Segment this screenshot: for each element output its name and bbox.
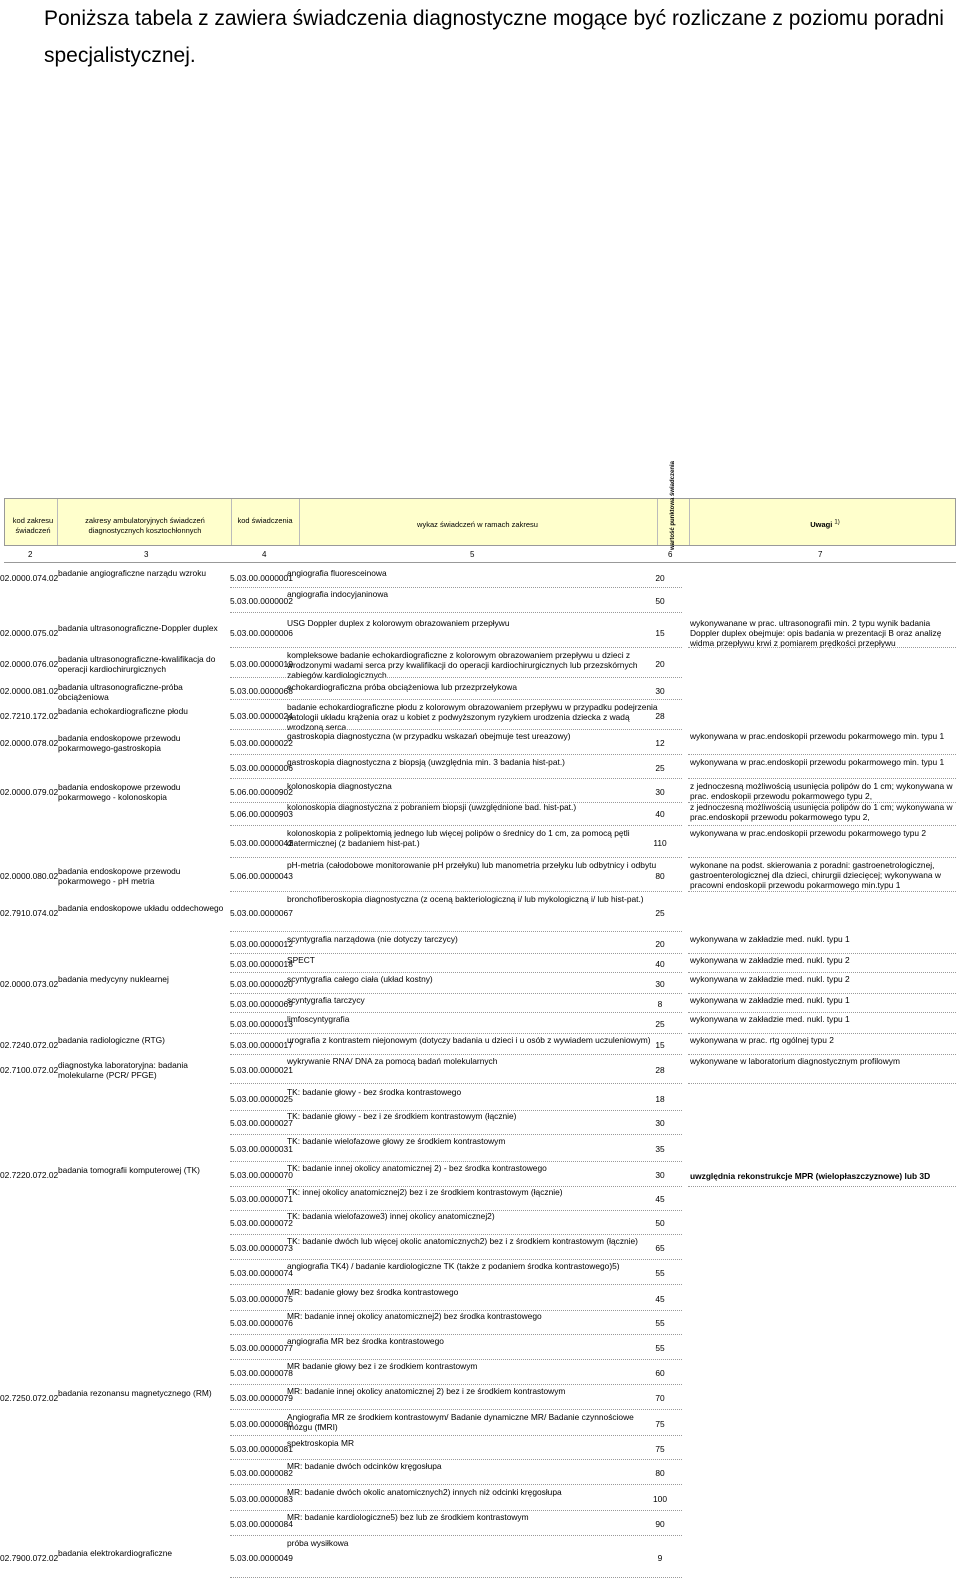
cell-u: wykonywanane w prac. ultrasonografii min. 2 typu wynik badania Doppler duplex obejmuje: opis badania w prezentacji B oraz analizę widma przepływu krwi z pomiarem prędkości przepływu [690, 618, 942, 648]
row-divider [230, 729, 682, 730]
cell-a: 02.0000.080.02 [0, 871, 59, 881]
cell-k: 5.03.00.0000079 [230, 1393, 293, 1403]
cell-k: 5.03.00.0000077 [230, 1343, 293, 1353]
table-row [0, 1461, 960, 1485]
cell-d: MR: badanie kardiologiczne5) bez lub ze środkiem kontrastowym [287, 1512, 529, 1522]
cell-p: 30 [655, 1118, 665, 1128]
table-row [0, 974, 960, 994]
remark-divider [688, 647, 956, 648]
cell-b: badania endoskopowe przewodu pokarmowego - kolonoskopia [58, 782, 181, 802]
cell-k: 5.03.00.0000074 [230, 1268, 293, 1278]
cell-d: scyntygrafia całego ciała (układ kostny) [287, 974, 433, 984]
cell-d: TK: badania wielofazowe3) innej okolicy anatomicznej2) [287, 1211, 495, 1221]
row-divider [230, 612, 682, 613]
cell-p: 20 [655, 659, 665, 669]
table-header [4, 460, 956, 550]
cell-p: 20 [655, 939, 665, 949]
cell-p: 50 [655, 596, 665, 606]
row-divider [230, 754, 682, 755]
cell-p: 30 [655, 979, 665, 989]
row-divider [230, 972, 682, 973]
cell-a: 02.7210.172.02 [0, 711, 59, 721]
table-row [0, 1438, 960, 1460]
cell-b: badania ultrasonograficzne-kwalifikacja do operacji kardiochirurgicznych [58, 654, 216, 674]
cell-d: wykrywanie RNA/ DNA za pomocą badań molekularnych [287, 1056, 498, 1066]
cell-p: 45 [655, 1194, 665, 1204]
table-row [0, 828, 960, 858]
table-row [0, 1412, 960, 1436]
cell-d: kompleksowe badanie echokardiograficzne z kolorowym obrazowaniem przepływu u dzieci z wrodzonymi wadami serca przy kwalifikacji do operacji kardiochirurgicznych lub przezskórnych zabiegów kardiologicznych [287, 650, 638, 680]
cell-d: angiografia indocyjaninowa [287, 589, 389, 599]
cell-d: kolonoskopia z polipektomią jednego lub więcej polipów o średnicy do 1 cm, za pomocą pętli diatermicznej (z badaniem hist-pat.) [287, 828, 630, 848]
cell-p: 75 [655, 1444, 665, 1454]
cell-d: angiografia TK4) / badanie kardiologiczne TK (także z podaniem środka kontrastowego)5) [287, 1261, 620, 1271]
cell-d: pH-metria (całodobowe monitorowanie pH przełyku) lub manometria przełyku lub odbytnicy i odbytu [287, 860, 657, 870]
cell-p: 60 [655, 1368, 665, 1378]
table-row [0, 757, 960, 779]
cell-a: 02.7100.072.02 [0, 1065, 59, 1075]
cell-a: 02.7250.072.02 [0, 1393, 59, 1403]
cell-a: 02.7900.072.02 [0, 1553, 59, 1563]
cell-d: scyntygrafia narządowa (nie dotyczy tarczycy) [287, 934, 458, 944]
colnum: 2 [28, 550, 33, 559]
table-row [0, 682, 960, 700]
cell-p: 75 [655, 1419, 665, 1429]
cell-u: wykonywana w prac.endoskopii przewodu pokarmowego typu 2 [690, 828, 927, 838]
table-row [0, 1311, 960, 1335]
cell-p: 25 [655, 763, 665, 773]
cell-a: 02.0000.074.02 [0, 573, 59, 583]
cell-p: 35 [655, 1144, 665, 1154]
table-row [0, 781, 960, 803]
cell-d: TK: badanie głowy - bez i ze środkiem kontrastowym (łącznie) [287, 1111, 517, 1121]
cell-u: wykonywana w zakładzie med. nukl. typu 2 [690, 955, 850, 965]
cell-p: 28 [655, 1065, 665, 1075]
cell-p: 28 [655, 711, 665, 721]
row-divider [230, 1284, 682, 1285]
table-row [0, 1136, 960, 1162]
row-divider [230, 587, 682, 588]
header-kod-swiadczenia: kod świadczenia [237, 516, 293, 525]
cell-p: 55 [655, 1343, 665, 1353]
cell-k: 5.03.00.0000081 [230, 1444, 293, 1454]
row-divider [230, 1259, 682, 1260]
cell-d: TK: innej okolicy anatomicznej2) bez i ze środkiem kontrastowym (łącznie) [287, 1187, 563, 1197]
cell-d: MR: badanie dwóch odcinków kręgosłupa [287, 1461, 442, 1471]
cell-p: 90 [655, 1519, 665, 1529]
row-divider [230, 677, 682, 678]
table-row [0, 1163, 960, 1187]
row-divider [230, 953, 682, 954]
cell-u: wykonywana w zakładzie med. nukl. typu 1 [690, 995, 850, 1005]
cell-k: 5.03.00.0000075 [230, 1294, 293, 1304]
cell-b: badania elektrokardiograficzne [58, 1548, 173, 1558]
cell-p: 12 [655, 738, 665, 748]
cell-p: 100 [653, 1494, 667, 1504]
header-wartosc: wartość punktowa świadczenia [670, 460, 676, 550]
cell-k: 5.06.00.0000903 [230, 809, 293, 819]
remark-divider [688, 825, 956, 826]
cell-k: 5.03.00.0000049 [230, 1553, 293, 1563]
cell-p: 30 [655, 787, 665, 797]
cell-u: wykonywana w zakładzie med. nukl. typu 2 [690, 974, 850, 984]
cell-b: badania radiologiczne (RTG) [58, 1035, 165, 1045]
cell-p: 25 [655, 908, 665, 918]
cell-k: 5.03.00.0000069 [230, 999, 293, 1009]
row-divider [230, 1384, 682, 1385]
cell-u: z jednoczesną możliwością usunięcia polipów do 1 cm; wykonywana w prac.endoskopii przewodu pokarmowego typu 2, [690, 802, 953, 822]
cell-u: wykonywana w prac. rtg ogólnej typu 2 [690, 1035, 834, 1045]
colnum: 4 [262, 550, 267, 559]
table-row [0, 1512, 960, 1536]
cell-d: MR badanie głowy bez i ze środkiem kontrastowym [287, 1361, 478, 1371]
cell-k: 5.03.00.0000027 [230, 1118, 293, 1128]
remark-divider [688, 891, 956, 892]
cell-p: 40 [655, 809, 665, 819]
cell-k: 5.03.00.0000018 [230, 959, 293, 969]
table-row [0, 1087, 960, 1111]
cell-a: 02.7220.072.02 [0, 1170, 59, 1180]
row-divider [230, 1161, 682, 1162]
cell-p: 40 [655, 959, 665, 969]
row-divider [230, 647, 682, 648]
cell-b: diagnostyka laboratoryjna: badania molekularne (PCR/ PFGE) [58, 1060, 188, 1080]
cell-d: echokardiograficzna próba obciążeniowa lub przezprzełykowa [287, 682, 517, 692]
cell-u: wykonywane w laboratorium diagnostycznym profilowym [690, 1056, 900, 1066]
colnum: 7 [818, 550, 823, 559]
cell-d: MR: badanie innej okolicy anatomicznej2) bez środka kontrastowego [287, 1311, 542, 1321]
cell-p: 65 [655, 1243, 665, 1253]
cell-d: scyntygrafia tarczycy [287, 995, 365, 1005]
cell-a: 02.7240.072.02 [0, 1040, 59, 1050]
table-row [0, 1261, 960, 1285]
cell-a: 02.0000.081.02 [0, 686, 59, 696]
remark-divider [688, 1083, 956, 1084]
cell-p: 15 [655, 628, 665, 638]
remark-divider [688, 754, 956, 755]
cell-b: badania ultrasonograficzne-Doppler duplex [58, 623, 218, 633]
cell-u: wykonywana w zakładzie med. nukl. typu 1 [690, 934, 850, 944]
cell-b: badania endoskopowe przewodu pokarmowego-gastroskopia [58, 733, 181, 753]
cell-d: Angiografia MR ze środkiem kontrastowym/ Badanie dynamiczne MR/ Badanie czynnościowe mózgu (fMRI) [287, 1412, 634, 1432]
cell-k: 5.03.00.0000013 [230, 1019, 293, 1029]
cell-b: badania endoskopowe przewodu pokarmowego - pH metria [58, 866, 181, 886]
cell-b: badania endoskopowe układu oddechowego [58, 903, 224, 913]
cell-u: wykonywana w prac.endoskopii przewodu pokarmowego min. typu 1 [690, 731, 945, 741]
cell-k: 5.03.00.0000083 [230, 1494, 293, 1504]
row-divider [230, 857, 682, 858]
cell-d: MR: badanie innej okolicy anatomicznej 2) bez i ze środkiem kontrastowym [287, 1386, 566, 1396]
cell-d: TK: badanie głowy - bez środka kontrastowego [287, 1087, 462, 1097]
cell-p: 55 [655, 1318, 665, 1328]
cell-k: 5.03.00.0000017 [230, 1040, 293, 1050]
row-divider [230, 1334, 682, 1335]
cell-p: 20 [655, 573, 665, 583]
cell-k: 5.03.00.0000067 [230, 908, 293, 918]
cell-d: kolonoskopia diagnostyczna z pobraniem biopsji (uwzględnione bad. hist-pat.) [287, 802, 577, 812]
cell-p: 9 [657, 1553, 663, 1563]
cell-p: 80 [655, 871, 665, 881]
table-row [0, 1014, 960, 1034]
row-divider [230, 1484, 682, 1485]
cell-a: 02.0000.076.02 [0, 659, 59, 669]
cell-p: 30 [655, 686, 665, 696]
row-divider [230, 1012, 682, 1013]
cell-p: 45 [655, 1294, 665, 1304]
row-divider [230, 699, 682, 700]
row-divider [230, 1054, 682, 1055]
table-row [0, 934, 960, 954]
remark-divider [688, 953, 956, 954]
remark-divider [688, 972, 956, 973]
cell-p: 55 [655, 1268, 665, 1278]
row-divider [230, 1459, 682, 1460]
cell-a: 02.7910.074.02 [0, 908, 59, 918]
row-divider [230, 1510, 682, 1511]
row-divider [230, 825, 682, 826]
table-row [0, 860, 960, 892]
cell-d: USG Doppler duplex z kolorowym obrazowaniem przepływu [287, 618, 510, 628]
row-divider [230, 1577, 682, 1578]
cell-u: z jednoczesną możliwością usunięcia polipów do 1 cm; wykonywana w prac. endoskopii przewodu pokarmowego typu 2, [690, 781, 953, 801]
cell-a: 02.0000.075.02 [0, 628, 59, 638]
colnum: 6 [668, 550, 673, 559]
cell-b: badania echokardiograficzne płodu [58, 706, 188, 716]
cell-d: angiografia MR bez środka kontrastowego [287, 1336, 444, 1346]
row-divider [230, 1535, 682, 1536]
cell-d: angiografia fluoresceinowa [287, 568, 387, 578]
table-row [0, 1336, 960, 1360]
cell-k: 5.03.00.0000073 [230, 1243, 293, 1253]
table-row [0, 1035, 960, 1055]
cell-k: 5.06.00.0000043 [230, 871, 293, 881]
table-row [0, 1487, 960, 1511]
cell-b: badania rezonansu magnetycznego (RM) [58, 1388, 212, 1398]
colnum: 3 [144, 550, 149, 559]
cell-p: 70 [655, 1393, 665, 1403]
table-row [0, 995, 960, 1013]
table-row [0, 702, 960, 730]
table-row [0, 589, 960, 613]
cell-d: TK: badanie dwóch lub więcej okolic anatomicznych2) bez i z środkiem kontrastowym (łącznie) [287, 1236, 638, 1246]
cell-k: 5.03.00.0000080 [230, 1419, 293, 1429]
cell-u: uwzględnia rekonstrukcje MPR (wielopłaszczyznowe) lub 3D [690, 1171, 931, 1181]
cell-k: 5.03.00.0000021 [230, 1065, 293, 1075]
cell-k: 5.03.00.0000070 [230, 1170, 293, 1180]
cell-b: badanie angiograficzne narządu wzroku [58, 568, 207, 578]
cell-p: 80 [655, 1468, 665, 1478]
cell-k: 5.03.00.0000001 [230, 573, 293, 583]
table-row [0, 955, 960, 973]
cell-k: 5.03.00.0000020 [230, 979, 293, 989]
remark-divider [688, 1033, 956, 1034]
table-row [0, 1211, 960, 1235]
cell-d: gastroskopia diagnostyczna z biopsją (uwzględnia min. 3 badania hist-pat.) [287, 757, 565, 767]
header-kod-zakresu: kod zakresu świadczeń [12, 516, 54, 535]
cell-k: 5.03.00.0000042 [230, 838, 293, 848]
cell-d: spektroskopia MR [287, 1438, 355, 1448]
cell-k: 5.03.00.0000082 [230, 1468, 293, 1478]
cell-k: 5.03.00.0000002 [230, 596, 293, 606]
cell-k: 5.03.00.0000078 [230, 1368, 293, 1378]
cell-k: 5.03.00.0000022 [230, 738, 293, 748]
row-divider [230, 891, 682, 892]
row-divider [230, 1409, 682, 1410]
cell-p: 30 [655, 1170, 665, 1180]
cell-p: 18 [655, 1094, 665, 1104]
cell-u: wykonane na podst. skierowania z poradni: gastroenetrologicznej, gastroenterologicznej dla dzieci, chirurgii dziecięcej; wykonywana w pracowni endoskopii przewodu pokarmowego min.typu 1 [690, 860, 941, 890]
cell-d: gastroskopia diagnostyczna (w przypadku wskazań obejmuje test ureazowy) [287, 731, 571, 741]
cell-k: 5.03.00.0000006 [230, 763, 293, 773]
cell-k: 5.06.00.0000902 [230, 787, 293, 797]
cell-k: 5.03.00.0000084 [230, 1519, 293, 1529]
cell-k: 5.03.00.0000024 [230, 711, 293, 721]
cell-d: SPECT [287, 955, 315, 965]
cell-k: 5.03.00.0000076 [230, 1318, 293, 1328]
cell-d: MR: badanie głowy bez środka kontrastowego [287, 1287, 459, 1297]
row-divider [230, 1083, 682, 1084]
cell-k: 5.03.00.0000071 [230, 1194, 293, 1204]
row-divider [230, 1134, 682, 1135]
cell-d: kolonoskopia diagnostyczna [287, 781, 392, 791]
header-zakresy: zakresy ambulatoryjnych świadczeń diagnostycznych kosztochłonnych [85, 516, 205, 535]
remark-divider [688, 857, 956, 858]
cell-p: 15 [655, 1040, 665, 1050]
cell-p: 50 [655, 1218, 665, 1228]
cell-k: 5.03.00.0000072 [230, 1218, 293, 1228]
cell-a: 02.0000.078.02 [0, 738, 59, 748]
table-row [0, 1236, 960, 1260]
table-row [0, 1538, 960, 1578]
row-divider [230, 778, 682, 779]
table-row [0, 1287, 960, 1311]
table-row [0, 650, 960, 678]
column-numbers [4, 548, 956, 563]
remark-divider [688, 993, 956, 994]
cell-p: 110 [653, 838, 667, 848]
table-row [0, 1386, 960, 1410]
row-divider [230, 1435, 682, 1436]
row-divider [230, 1234, 682, 1235]
table-row [0, 1111, 960, 1135]
cell-d: TK: badanie wielofazowe głowy ze środkiem kontrastowym [287, 1136, 506, 1146]
cell-d: bronchofiberoskopia diagnostyczna (z oceną bakteriologiczną i/ lub mykologiczną i/ lub hist-pat.) [287, 894, 644, 904]
cell-k: 5.03.00.0000012 [230, 939, 293, 949]
table-row [0, 1361, 960, 1385]
cell-k: 5.03.00.0000025 [230, 1094, 293, 1104]
cell-d: TK: badanie innej okolicy anatomicznej 2) - bez środka kontrastowego [287, 1163, 547, 1173]
cell-k: 5.03.00.0000068 [230, 686, 293, 696]
cell-a: 02.0000.079.02 [0, 787, 59, 797]
table-row [0, 1056, 960, 1084]
row-divider [230, 931, 682, 932]
remark-divider [688, 778, 956, 779]
cell-u: wykonywana w prac.endoskopii przewodu pokarmowego min. typu 1 [690, 757, 945, 767]
cell-a: 02.0000.073.02 [0, 979, 59, 989]
cell-p: 8 [657, 999, 663, 1009]
colnum: 5 [470, 550, 475, 559]
intro-paragraph: Poniższa tabela z zawiera świadczenia diagnostyczne mogące być rozliczane z poziomu poradni specjalistycznej. [44, 7, 944, 67]
table-row [0, 568, 960, 588]
row-divider [230, 1359, 682, 1360]
remark-divider [688, 1012, 956, 1013]
cell-k: 5.03.00.0000006 [230, 628, 293, 638]
cell-d: urografia z kontrastem niejonowym (dotyczy badania u dzieci i u osób z wywiadem uczuleniowym) [287, 1035, 651, 1045]
table-row [0, 731, 960, 755]
cell-d: badanie echokardiograficzne płodu z kolorowym obrazowaniem przepływu w przypadku podejrzenia patologii układu krążenia oraz u kobiet z podwyższonym ryzykiem urodzenia dziecka z wadą wrodzoną serca [287, 702, 658, 732]
table-row [0, 802, 960, 826]
header-wykaz: wykaz świadczeń w ramach zakresu [417, 520, 538, 529]
cell-d: limfoscyntygrafia [287, 1014, 350, 1024]
cell-u: wykonywana w zakładzie med. nukl. typu 1 [690, 1014, 850, 1024]
table-row [0, 1187, 960, 1211]
header-uwagi: Uwagi $^{1)}$ [810, 519, 840, 529]
remark-divider [688, 1054, 956, 1055]
cell-b: badania ultrasonograficzne-próba obciążeniowa [58, 682, 183, 702]
table-row [0, 894, 960, 932]
cell-b: badania tomografii komputerowej (TK) [58, 1165, 200, 1175]
cell-k: 5.03.00.0000019 [230, 659, 293, 669]
cell-b: badania medycyny nuklearnej [58, 974, 169, 984]
table-row [0, 618, 960, 648]
cell-k: 5.03.00.0000031 [230, 1144, 293, 1154]
cell-p: 25 [655, 1019, 665, 1029]
cell-d: próba wysiłkowa [287, 1538, 349, 1548]
cell-d: MR: badanie dwóch okolic anatomicznych2) innych niż odcinki kręgosłupa [287, 1487, 562, 1497]
row-divider [230, 1033, 682, 1034]
row-divider [230, 993, 682, 994]
